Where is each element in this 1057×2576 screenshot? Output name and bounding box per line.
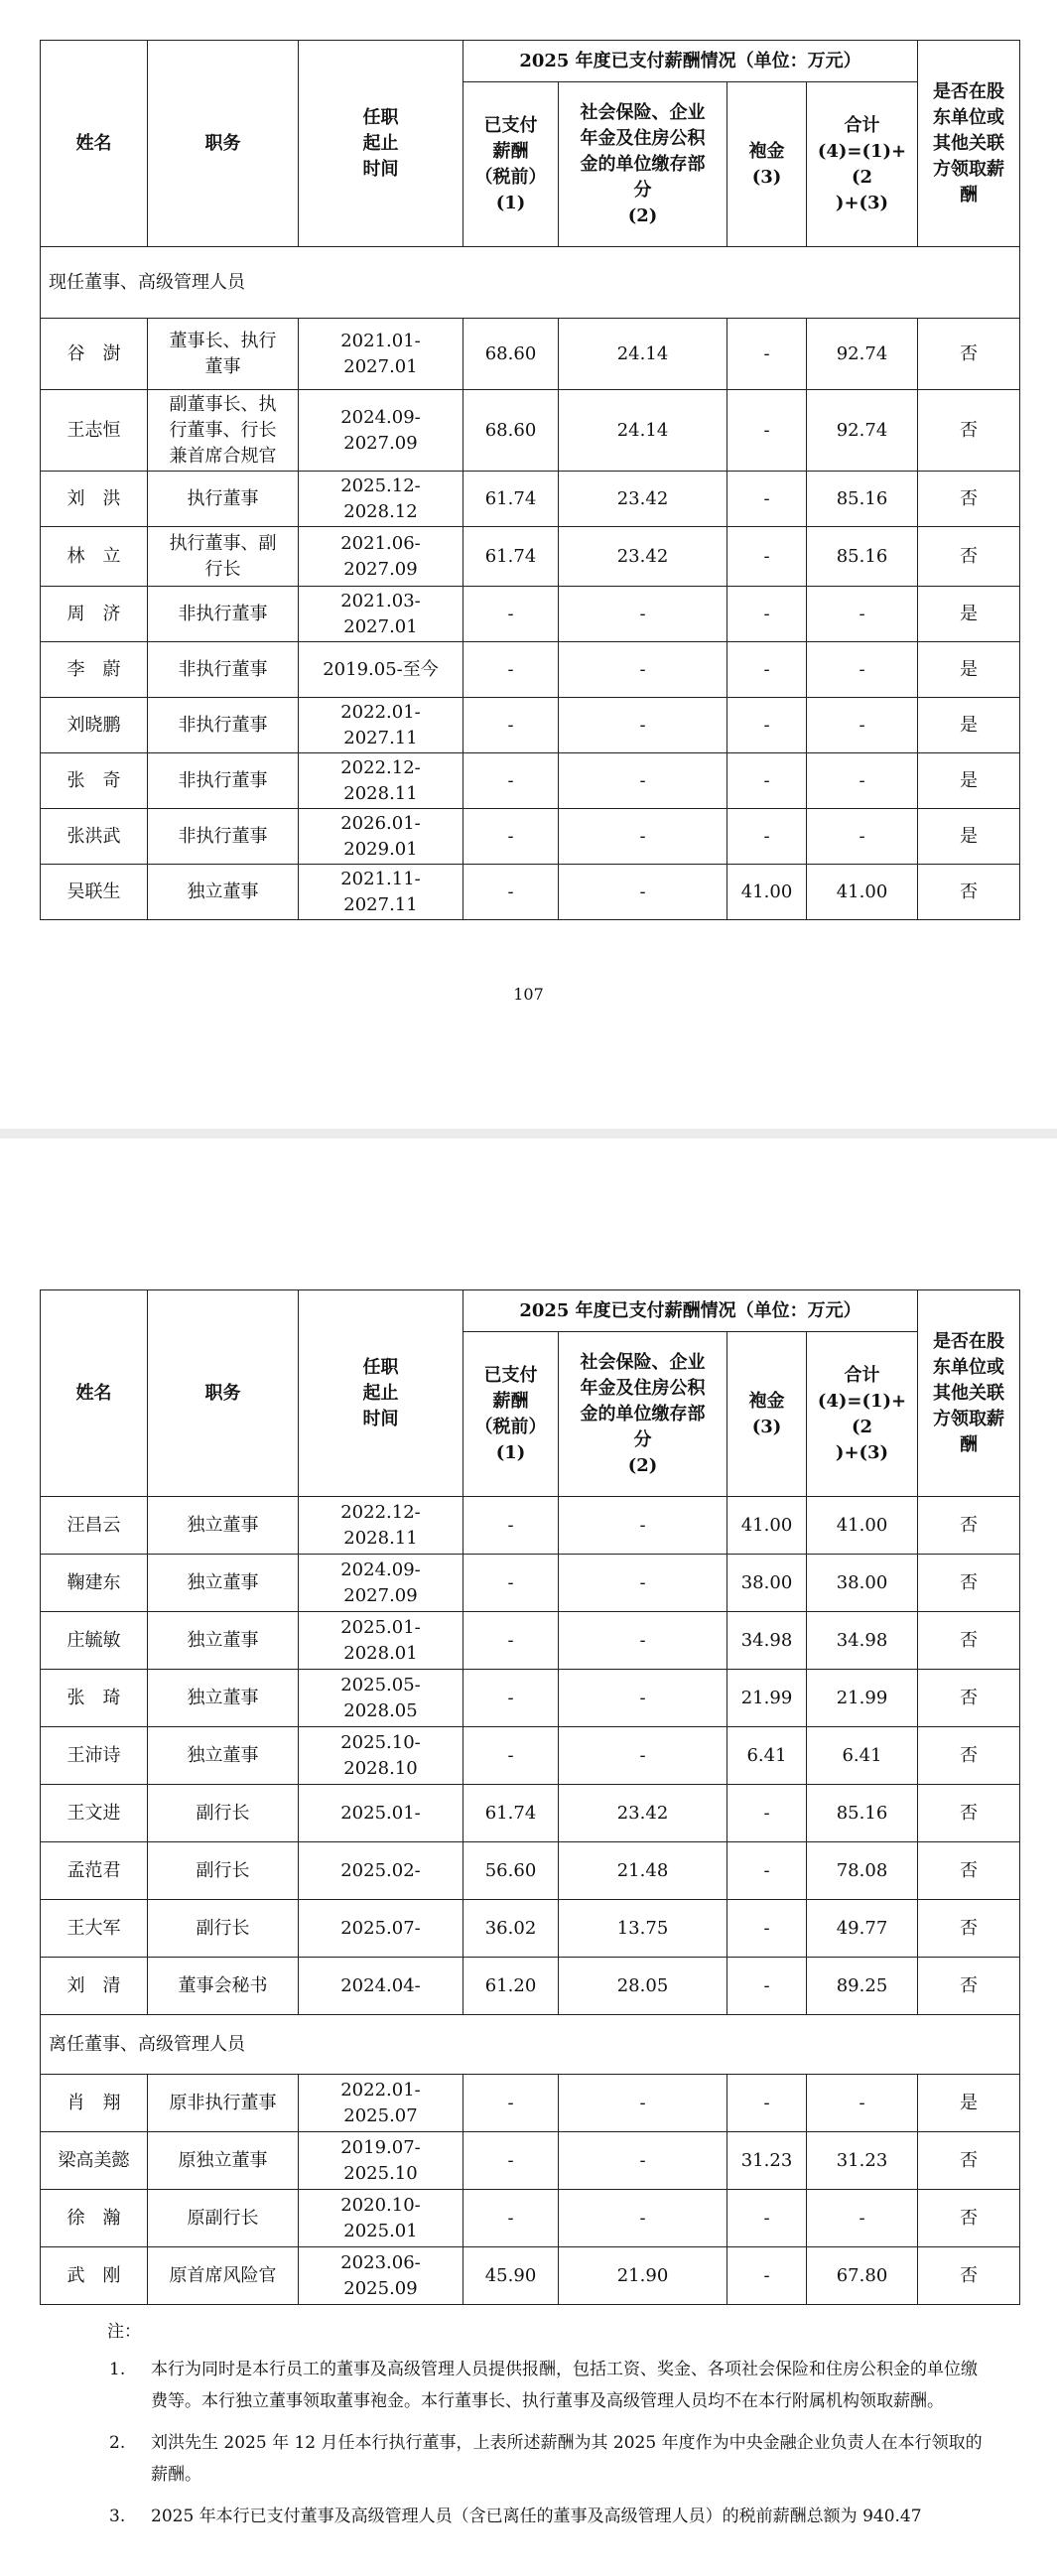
cell-name: 庄毓敏 [41, 1612, 148, 1670]
cell-term: 2019.07-2025.10 [299, 2132, 463, 2190]
cell-position: 董事会秘书 [148, 1958, 299, 2015]
cell-name: 李 蔚 [41, 642, 148, 698]
header-fee: 袍金 (3) [727, 82, 807, 247]
cell-related: 否 [918, 1555, 1020, 1612]
cell-total: 89.25 [807, 1958, 918, 2015]
cell-fee: - [727, 2190, 807, 2247]
cell-related: 否 [918, 1670, 1020, 1727]
cell-name: 刘 清 [41, 1958, 148, 2015]
cell-name: 孟范君 [41, 1842, 148, 1900]
cell-position: 非执行董事 [148, 753, 299, 809]
cell-name: 王文进 [41, 1785, 148, 1842]
header-social: 社会保险、企业 年金及住房公积 金的单位缴存部 分 (2) [559, 1332, 727, 1497]
cell-fee: - [727, 698, 807, 753]
header-social: 社会保险、企业 年金及住房公积 金的单位缴存部 分 (2) [559, 82, 727, 247]
cell-fee: 31.23 [727, 2132, 807, 2190]
cell-term: 2025.10-2028.10 [299, 1727, 463, 1785]
cell-term: 2021.11-2027.11 [299, 865, 463, 920]
cell-paid: 56.60 [463, 1842, 559, 1900]
table-row [41, 1842, 1020, 1900]
cell-position: 独立董事 [148, 1727, 299, 1785]
cell-term: 2023.06-2025.09 [299, 2247, 463, 2305]
header-term: 任职 起止 时间 [299, 1290, 463, 1497]
cell-term: 2021.06-2027.09 [299, 527, 463, 587]
cell-name: 刘 洪 [41, 472, 148, 527]
cell-social: 24.14 [559, 319, 727, 390]
cell-fee: - [727, 319, 807, 390]
section-current: 现任董事、高级管理人员 [41, 247, 1020, 319]
cell-term: 2026.01-2029.01 [299, 809, 463, 865]
cell-paid: 36.02 [463, 1900, 559, 1958]
cell-position: 独立董事 [148, 1670, 299, 1727]
cell-social: 13.75 [559, 1900, 727, 1958]
cell-position: 副行长 [148, 1785, 299, 1842]
cell-fee: - [727, 1842, 807, 1900]
cell-name: 刘晓鹏 [41, 698, 148, 753]
table-row [41, 1958, 1020, 2015]
note-item [89, 2501, 983, 2532]
cell-social: - [559, 1497, 727, 1555]
table-row [41, 809, 1020, 865]
cell-social: - [559, 865, 727, 920]
cell-total: - [807, 587, 918, 642]
cell-position: 独立董事 [148, 1612, 299, 1670]
cell-social: 23.42 [559, 1785, 727, 1842]
cell-total: 31.23 [807, 2132, 918, 2190]
table-row [41, 472, 1020, 527]
cell-related: 是 [918, 809, 1020, 865]
note-text: 2025 年本行已支付董事及高级管理人员（含已离任的董事及高级管理人员）的税前薪酬总额为 940.47 [151, 2507, 922, 2526]
cell-term: 2024.09-2027.09 [299, 390, 463, 472]
note-item [89, 2354, 983, 2417]
cell-social: - [559, 698, 727, 753]
table-row [41, 698, 1020, 753]
table-row [41, 1555, 1020, 1612]
cell-name: 谷 澍 [41, 319, 148, 390]
cell-related: 否 [918, 1612, 1020, 1670]
cell-name: 徐 瀚 [41, 2190, 148, 2247]
cell-position: 执行董事、副 行长 [148, 527, 299, 587]
cell-total: - [807, 2190, 918, 2247]
table-row [41, 642, 1020, 698]
cell-total: 41.00 [807, 1497, 918, 1555]
table-row [41, 1727, 1020, 1785]
cell-social: - [559, 2190, 727, 2247]
cell-term: 2019.05-至今 [299, 642, 463, 698]
cell-paid: - [463, 1555, 559, 1612]
document-page-1 [0, 0, 1057, 1129]
cell-social: - [559, 642, 727, 698]
cell-related: 否 [918, 2132, 1020, 2190]
cell-name: 张洪武 [41, 809, 148, 865]
section-former: 离任董事、高级管理人员 [41, 2015, 1020, 2075]
cell-term: 2024.04- [299, 1958, 463, 2015]
cell-paid: - [463, 1670, 559, 1727]
cell-fee: 41.00 [727, 865, 807, 920]
cell-fee: - [727, 1900, 807, 1958]
cell-social: - [559, 809, 727, 865]
cell-term: 2025.07- [299, 1900, 463, 1958]
cell-related: 否 [918, 2190, 1020, 2247]
cell-position: 非执行董事 [148, 809, 299, 865]
note-number: 3. [109, 2507, 126, 2526]
cell-position: 董事长、执行 董事 [148, 319, 299, 390]
header-total: 合计 (4)=(1)+(2 )+(3) [807, 1332, 918, 1497]
cell-related: 是 [918, 753, 1020, 809]
cell-term: 2024.09-2027.09 [299, 1555, 463, 1612]
cell-position: 非执行董事 [148, 587, 299, 642]
cell-fee: 41.00 [727, 1497, 807, 1555]
cell-related: 否 [918, 2247, 1020, 2305]
cell-social: - [559, 2075, 727, 2132]
cell-name: 梁高美懿 [41, 2132, 148, 2190]
cell-fee: - [727, 2075, 807, 2132]
cell-paid: - [463, 1612, 559, 1670]
cell-fee: - [727, 527, 807, 587]
cell-related: 否 [918, 1900, 1020, 1958]
cell-name: 吴联生 [41, 865, 148, 920]
cell-paid: - [463, 1727, 559, 1785]
note-text: 本行为同时是本行员工的董事及高级管理人员提供报酬，包括工资、奖金、各项社会保险和住房公积金的单位缴费等。本行独立董事领取董事袍金。本行董事长、执行董事及高级管理人员均不在本行附属机构领取薪酬。 [151, 2360, 978, 2411]
table-row [41, 2247, 1020, 2305]
header-term: 任职 起止 时间 [299, 41, 463, 247]
cell-related: 否 [918, 1727, 1020, 1785]
cell-paid: 61.20 [463, 1958, 559, 2015]
cell-name: 张 奇 [41, 753, 148, 809]
table-row [41, 2132, 1020, 2190]
cell-related: 否 [918, 1842, 1020, 1900]
table-row [41, 390, 1020, 472]
cell-total: - [807, 698, 918, 753]
header-related-party: 是否在股 东单位或 其他关联 方领取薪 酬 [918, 1290, 1020, 1497]
cell-social: 23.42 [559, 472, 727, 527]
cell-fee: - [727, 587, 807, 642]
cell-position: 执行董事 [148, 472, 299, 527]
cell-total: 67.80 [807, 2247, 918, 2305]
cell-related: 是 [918, 698, 1020, 753]
cell-term: 2020.10-2025.01 [299, 2190, 463, 2247]
cell-name: 王志恒 [41, 390, 148, 472]
cell-position: 原首席风险官 [148, 2247, 299, 2305]
cell-related: 否 [918, 1958, 1020, 2015]
table-row [41, 865, 1020, 920]
cell-position: 副董事长、执 行董事、行长 兼首席合规官 [148, 390, 299, 472]
table-row [41, 1497, 1020, 1555]
cell-paid: - [463, 865, 559, 920]
cell-related: 是 [918, 642, 1020, 698]
cell-fee: - [727, 642, 807, 698]
header-paid: 已支付 薪酬 （税前） (1) [463, 1332, 559, 1497]
cell-paid: - [463, 2132, 559, 2190]
table-row [41, 587, 1020, 642]
cell-social: - [559, 1670, 727, 1727]
notes [89, 2316, 983, 2542]
page-number: 107 [513, 985, 544, 1004]
cell-paid: - [463, 1497, 559, 1555]
cell-related: 否 [918, 390, 1020, 472]
cell-position: 独立董事 [148, 865, 299, 920]
cell-total: 85.16 [807, 1785, 918, 1842]
cell-total: 34.98 [807, 1612, 918, 1670]
cell-paid: 61.74 [463, 1785, 559, 1842]
cell-term: 2025.01- [299, 1785, 463, 1842]
cell-paid: - [463, 642, 559, 698]
cell-fee: 38.00 [727, 1555, 807, 1612]
cell-position: 原非执行董事 [148, 2075, 299, 2132]
cell-term: 2022.01-2027.11 [299, 698, 463, 753]
cell-paid: 68.60 [463, 319, 559, 390]
cell-name: 鞠建东 [41, 1555, 148, 1612]
table-row [41, 319, 1020, 390]
cell-position: 非执行董事 [148, 642, 299, 698]
cell-related: 是 [918, 587, 1020, 642]
header-group: 2025 年度已支付薪酬情况（单位：万元） [463, 1290, 918, 1332]
note-number: 2. [109, 2433, 126, 2453]
cell-paid: 61.74 [463, 527, 559, 587]
compensation-table-page2 [40, 1289, 1020, 2305]
cell-total: 92.74 [807, 390, 918, 472]
cell-social: - [559, 1727, 727, 1785]
cell-social: - [559, 587, 727, 642]
cell-term: 2021.01-2027.01 [299, 319, 463, 390]
cell-total: - [807, 809, 918, 865]
cell-social: - [559, 2132, 727, 2190]
cell-fee: 6.41 [727, 1727, 807, 1785]
table-row [41, 1785, 1020, 1842]
cell-name: 王沛诗 [41, 1727, 148, 1785]
cell-position: 副行长 [148, 1842, 299, 1900]
header-total: 合计 (4)=(1)+(2 )+(3) [807, 82, 918, 247]
note-text: 刘洪先生 2025 年 12 月任本行执行董事，上表所述薪酬为其 2025 年度作为中央金融企业负责人在本行领取的薪酬。 [151, 2433, 983, 2485]
header-related-party: 是否在股 东单位或 其他关联 方领取薪 酬 [918, 41, 1020, 247]
cell-paid: 61.74 [463, 472, 559, 527]
cell-social: - [559, 1612, 727, 1670]
cell-position: 独立董事 [148, 1555, 299, 1612]
header-name: 姓名 [41, 1290, 148, 1497]
cell-paid: - [463, 587, 559, 642]
cell-fee: - [727, 390, 807, 472]
cell-total: 38.00 [807, 1555, 918, 1612]
cell-name: 王大军 [41, 1900, 148, 1958]
cell-paid: - [463, 2190, 559, 2247]
cell-position: 非执行董事 [148, 698, 299, 753]
cell-position: 原独立董事 [148, 2132, 299, 2190]
cell-total: - [807, 2075, 918, 2132]
cell-fee: - [727, 472, 807, 527]
cell-related: 否 [918, 472, 1020, 527]
table-row [41, 1670, 1020, 1727]
cell-total: 92.74 [807, 319, 918, 390]
cell-social: 21.90 [559, 2247, 727, 2305]
cell-paid: 45.90 [463, 2247, 559, 2305]
cell-related: 否 [918, 865, 1020, 920]
cell-term: 2025.01-2028.01 [299, 1612, 463, 1670]
cell-social: - [559, 753, 727, 809]
cell-fee: - [727, 753, 807, 809]
table-row [41, 1612, 1020, 1670]
cell-total: 21.99 [807, 1670, 918, 1727]
cell-total: 85.16 [807, 472, 918, 527]
table-row [41, 527, 1020, 587]
note-item [89, 2427, 983, 2491]
cell-paid: - [463, 698, 559, 753]
header-position: 职务 [148, 1290, 299, 1497]
cell-social: 21.48 [559, 1842, 727, 1900]
cell-total: 78.08 [807, 1842, 918, 1900]
cell-term: 2022.12-2028.11 [299, 753, 463, 809]
cell-related: 是 [918, 2075, 1020, 2132]
cell-name: 肖 翔 [41, 2075, 148, 2132]
cell-paid: 68.60 [463, 390, 559, 472]
cell-term: 2025.02- [299, 1842, 463, 1900]
cell-related: 否 [918, 1785, 1020, 1842]
cell-position: 副行长 [148, 1900, 299, 1958]
cell-total: - [807, 753, 918, 809]
notes-title: 注： [107, 2322, 141, 2342]
cell-paid: - [463, 809, 559, 865]
cell-fee: - [727, 1785, 807, 1842]
cell-total: 6.41 [807, 1727, 918, 1785]
cell-name: 张 琦 [41, 1670, 148, 1727]
header-name: 姓名 [41, 41, 148, 247]
cell-fee: - [727, 2247, 807, 2305]
cell-social: 28.05 [559, 1958, 727, 2015]
cell-fee: - [727, 1958, 807, 2015]
header-fee: 袍金 (3) [727, 1332, 807, 1497]
table-row [41, 2190, 1020, 2247]
cell-term: 2025.05-2028.05 [299, 1670, 463, 1727]
table-row [41, 1900, 1020, 1958]
cell-total: 49.77 [807, 1900, 918, 1958]
table-row [41, 2075, 1020, 2132]
cell-name: 周 济 [41, 587, 148, 642]
cell-name: 林 立 [41, 527, 148, 587]
cell-term: 2025.12-2028.12 [299, 472, 463, 527]
cell-related: 否 [918, 1497, 1020, 1555]
header-paid: 已支付 薪酬 （税前） (1) [463, 82, 559, 247]
cell-position: 原副行长 [148, 2190, 299, 2247]
compensation-table-page1 [40, 40, 1020, 920]
cell-name: 武 刚 [41, 2247, 148, 2305]
cell-term: 2022.12-2028.11 [299, 1497, 463, 1555]
cell-total: 41.00 [807, 865, 918, 920]
header-position: 职务 [148, 41, 299, 247]
cell-fee: 34.98 [727, 1612, 807, 1670]
cell-fee: - [727, 809, 807, 865]
cell-position: 独立董事 [148, 1497, 299, 1555]
cell-fee: 21.99 [727, 1670, 807, 1727]
table-row [41, 753, 1020, 809]
cell-paid: - [463, 2075, 559, 2132]
cell-term: 2022.01-2025.07 [299, 2075, 463, 2132]
page-separator [0, 1129, 1057, 1139]
cell-related: 否 [918, 319, 1020, 390]
cell-related: 否 [918, 527, 1020, 587]
cell-name: 汪昌云 [41, 1497, 148, 1555]
header-group: 2025 年度已支付薪酬情况（单位：万元） [463, 41, 918, 82]
cell-social: 24.14 [559, 390, 727, 472]
note-number: 1. [109, 2360, 126, 2379]
cell-total: - [807, 642, 918, 698]
cell-social: - [559, 1555, 727, 1612]
cell-paid: - [463, 753, 559, 809]
cell-social: 23.42 [559, 527, 727, 587]
cell-total: 85.16 [807, 527, 918, 587]
cell-term: 2021.03-2027.01 [299, 587, 463, 642]
